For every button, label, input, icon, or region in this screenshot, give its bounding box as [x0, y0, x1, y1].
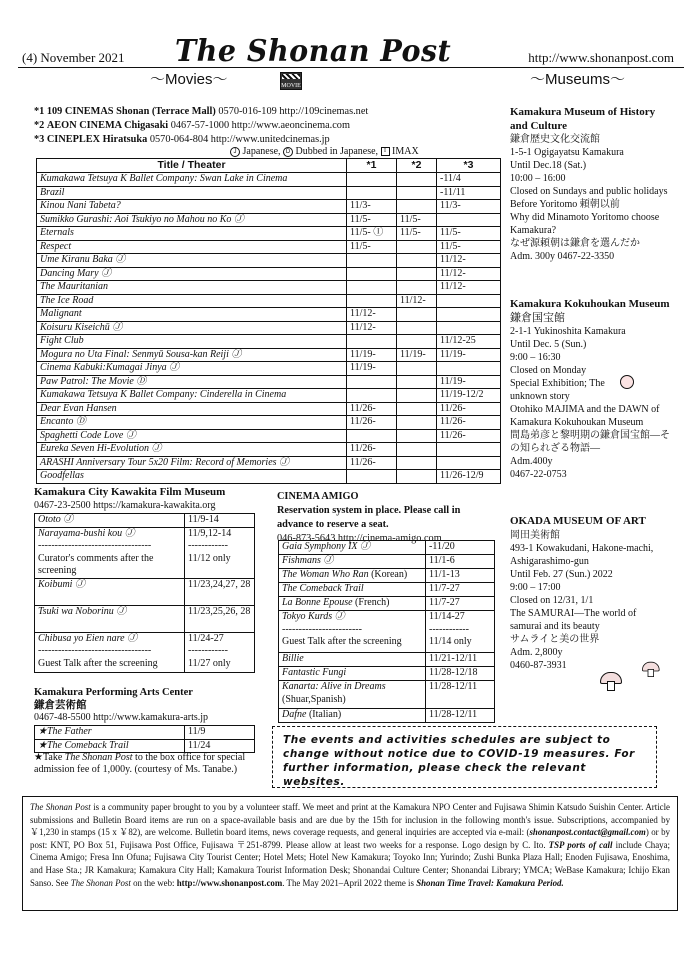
date-cell [347, 186, 397, 200]
table-row [37, 389, 501, 403]
date-cell: 11/26- [347, 416, 397, 430]
table-row [37, 267, 501, 281]
table-row [37, 173, 501, 187]
date-cell: 11/12- [437, 254, 501, 268]
table-row [37, 240, 501, 254]
table-row: Fantastic Fungi 11/28-12/18 [279, 667, 495, 681]
movie-title-cell: Sumikko Gurashi: Aoi Tsukiyo no Mahou no Ko Ⓙ [37, 213, 347, 227]
japanese-icon: J [230, 147, 240, 157]
date-cell: -11/11 [437, 186, 501, 200]
date-cell: 11/26- [347, 443, 397, 457]
kpac-contact: 0467-48-5500 http://www.kamakura-arts.jp [34, 712, 209, 723]
table-row [37, 470, 501, 484]
date-cell: 11/19- [347, 362, 397, 376]
date-cell [397, 402, 437, 416]
column-header: *3 [437, 159, 501, 173]
table-row: ★The Father 11/9 [35, 726, 255, 740]
table-row: Fishmans Ⓙ 11/1-6 [279, 555, 495, 569]
cinema-item: *1 109 CINEMAS Shonan (Terrace Mall) 0570-016-109 http://109cinemas.net [34, 106, 369, 117]
date-cell: 11/5- [437, 240, 501, 254]
movie-title-cell: Kumakawa Tetsuya K Ballet Company: Swan Lake in Cinema [37, 173, 347, 187]
mushroom-icon [642, 662, 658, 676]
date-cell: 11/5- Ⓘ [347, 227, 397, 241]
date-cell [347, 375, 397, 389]
table-row [37, 375, 501, 389]
date-cell: 11/5- [397, 213, 437, 227]
museum-kamakura-history: Kamakura Museum of History and Culture 鎌倉歴史文化交流館 1-5-1 Ogigayatsu Kamakura Until Dec.18 (Sat.) 10:00 – 16:00 Closed on Sundays and public holidays Before Yoritomo 頼朝以前 Why did Minamoto Yoritomo choose Kamakura? なぜ源頼朝は鎌倉を選んだか Adm. 300y 0467-22-3350 [510, 106, 668, 262]
date-cell [437, 213, 501, 227]
date-cell: 11/19- [347, 348, 397, 362]
movie-title-cell: Mogura no Uta Final: Senmyū Sousa-kan Reiji Ⓙ [37, 348, 347, 362]
museum-kokuhoukan: Kamakura Kokuhoukan Museum 鎌倉国宝館 2-1-1 Yukinoshita Kamakura Until Dec. 5 (Sun.) 9:00 – 16:30 Closed on Monday Special Exhibition; The unknown story Otohiko MAJIMA and the DAWN of Kamakura Kokuhoukan Museum 間島弟彦と黎明期の鎌倉国宝館—その知られざる物語— Adm.400y 0467-22-0753 [510, 298, 670, 480]
movie-title-cell: Eureka Seven Hi-Evolution Ⓙ [37, 443, 347, 457]
table-row: Billie 11/21-12/11 [279, 653, 495, 667]
cinema-item: *2 AEON CINEMA Chigasaki 0467-57-1000 http://www.aeoncinema.com [34, 120, 350, 131]
date-cell [347, 429, 397, 443]
table-row [37, 308, 501, 322]
movie-title-cell: ARASHI Anniversary Tour 5x20 Film: Record of Memories Ⓙ [37, 456, 347, 470]
date-cell [347, 335, 397, 349]
table-row [37, 443, 501, 457]
table-row: La Bonne Epouse (French) 11/7-27 [279, 597, 495, 611]
date-cell: 11/5- [437, 227, 501, 241]
table-row [37, 294, 501, 308]
table-row [37, 348, 501, 362]
table-row [37, 321, 501, 335]
kawakita-title: Kamakura City Kawakita Film Museum [34, 486, 226, 498]
date-cell: 11/19- [397, 348, 437, 362]
date-cell [397, 240, 437, 254]
date-cell: 11/26- [437, 416, 501, 430]
date-cell [347, 294, 397, 308]
date-cell: 11/19- [437, 375, 501, 389]
date-cell: 11/26- [347, 402, 397, 416]
date-cell [397, 321, 437, 335]
date-cell [397, 173, 437, 187]
movie-title-cell: Paw Patrol: The Movie Ⓓ [37, 375, 347, 389]
column-header: Title / Theater [37, 159, 347, 173]
table-row [37, 281, 501, 295]
date-cell [347, 281, 397, 295]
date-cell [437, 362, 501, 376]
kpac-table [34, 725, 255, 753]
table-row: Gaia Symphony IX Ⓙ -11/20 [279, 541, 495, 555]
website-url[interactable]: http://www.shonanpost.com [528, 50, 674, 65]
date-cell: 11/12- [347, 321, 397, 335]
date-cell [397, 456, 437, 470]
movie-title-cell: Eternals [37, 227, 347, 241]
date-cell: 11/12- [437, 267, 501, 281]
date-cell [397, 470, 437, 484]
date-cell [397, 362, 437, 376]
date-cell [397, 416, 437, 430]
movie-title-cell: Kumakawa Tetsuya K Ballet Company: Cinderella in Cinema [37, 389, 347, 403]
date-cell [347, 389, 397, 403]
table-row [37, 186, 501, 200]
table-row: Kanarta: Alive in Dreams (Shuar,Spanish) 11/28-12/11 [279, 681, 495, 709]
imax-icon: I [381, 147, 390, 156]
kawakita-table [34, 513, 255, 673]
footer-info: The Shonan Post is a community paper brought to you by a volunteer staff. We meet and print at the Kamakura NPO Center and Fujisawa Shimin Katsudo Suishin Center. Article submissions and Bulletin Board items are run on a space-available basis and are due by the 15th for inclusion in the following month's issue. Subscriptions, accompanied by ￥1,230 in stamps (15 x ￥82), are welcome. Bulletin board items, news coverage requests, and general inquiries are accepted via e-mail: (shonanpost.contact@gmail.com) or by post: KNT, PO Box 51, Fujisawa Post Office, Fujisawa 〒251-8799. Please allow at least two weeks for a response. Logo design by C. Ito. TSP ports of call include Chaya; Cinema Amigo; Fresa Inn Ofuna; Fujisawa City Tourist Center; Hotel Mets; Hotel New Kamakura; Toyoko Inn; Yurindo; Zushi Bunka Plaza Hall; Enoden Fujisawa, Enoshima, and Hase Sta.; JR Kamakura; Kamakura City Hall; Kamakura Tourist Information Desk; Shonandai Culture Center; Shonandai Library; YMCA; WeBase Kamakura; Ichijo Ekan Sanso. See The Shonan Post on the web: http://www.shonanpost.com. The May 2021–April 2022 theme is Shonan Time Travel: Kamakura Period. [22, 796, 678, 911]
kpac-title: Kamakura Performing Arts Center 鎌倉芸術館 [34, 687, 193, 711]
table-row: The Woman Who Ran (Korean) 11/1-13 [279, 569, 495, 583]
footer-web-link[interactable]: http://www.shonanpost.com [176, 877, 283, 888]
masthead-logo: The Shonan Post [175, 34, 452, 69]
movie-title-cell: Spaghetti Code Love Ⓙ [37, 429, 347, 443]
table-row: Dafne (Italian) 11/28-12/11 [279, 709, 495, 723]
column-header: *2 [397, 159, 437, 173]
date-cell: 11/26- [437, 429, 501, 443]
cinema-item: *3 CINEPLEX Hiratsuka 0570-064-804 http://www.unitedcinemas.jp [34, 134, 330, 145]
table-row: Tsuki wa Noborinu Ⓙ 11/23,25,26, 28 [35, 605, 255, 632]
movie-title-cell: Brazil [37, 186, 347, 200]
date-cell [397, 267, 437, 281]
date-cell [347, 173, 397, 187]
table-row: Koibumi Ⓙ 11/23,24,27, 28 [35, 578, 255, 605]
date-cell [347, 254, 397, 268]
date-cell [397, 375, 437, 389]
movie-title-cell: Fight Club [37, 335, 347, 349]
amigo-table [278, 540, 495, 723]
movie-title-cell: Respect [37, 240, 347, 254]
date-cell: 11/12- [437, 281, 501, 295]
movie-title-cell: Malignant [37, 308, 347, 322]
date-cell: 11/3- [347, 200, 397, 214]
date-cell: 11/26- [437, 402, 501, 416]
movie-title-cell: Encanto Ⓓ [37, 416, 347, 430]
covid-notice: The events and activities schedules are subject to change without notice due to COVID-19 measures. For further information, please check the relevant websites. [272, 726, 657, 788]
movie-title-cell: Dancing Mary Ⓙ [37, 267, 347, 281]
movie-title-cell: Kinou Nani Tabeta? [37, 200, 347, 214]
table-row: Chibusa yo Eien nare Ⓙ ---------------------------------- Guest Talk after the screening 11/24-27 ------------ 11/27 only [35, 632, 255, 672]
date-cell: 11/5- [397, 227, 437, 241]
date-cell: 11/5- [347, 213, 397, 227]
date-cell: 11/3- [437, 200, 501, 214]
movie-title-cell: The Mauritanian [37, 281, 347, 295]
issue-date: (4) November 2021 [22, 50, 125, 65]
section-title-museums: 〜Museums〜 [530, 71, 626, 88]
table-row: Narayama-bushi kou Ⓙ ---------------------------------- Curator's comments after the screening 11/9,12-14 ------------ 11/12 only [35, 527, 255, 578]
date-cell [397, 200, 437, 214]
table-row: The Comeback Trail 11/7-27 [279, 583, 495, 597]
date-cell [347, 267, 397, 281]
movie-title-cell: Ume Kiranu Baka Ⓙ [37, 254, 347, 268]
mushroom-icon [600, 672, 620, 690]
date-cell [397, 281, 437, 295]
table-row: Tokyo Kurds Ⓙ ------------------------ Guest Talk after the screening 11/14-27 ------------ 11/14 only [279, 611, 495, 653]
movie-title-cell: The Ice Road [37, 294, 347, 308]
kpac-note: ★Take The Shonan Post to the box office for special admission fee of 1,000y. (courtesy of Ms. Tanabe.) [34, 752, 246, 775]
table-row [37, 254, 501, 268]
date-cell [397, 443, 437, 457]
table-row: ★The Comeback Trail 11/24 [35, 739, 255, 753]
date-cell: 11/19- [437, 348, 501, 362]
table-row: Ototo Ⓙ 11/9-14 [35, 514, 255, 528]
date-cell: 11/26-12/9 [437, 470, 501, 484]
date-cell: 11/19-12/2 [437, 389, 501, 403]
date-cell: 11/12- [347, 308, 397, 322]
table-row [37, 200, 501, 214]
date-cell [397, 429, 437, 443]
date-cell [437, 308, 501, 322]
date-cell [347, 470, 397, 484]
movie-title-cell: Cinema Kabuki:Kumagai Jinya Ⓙ [37, 362, 347, 376]
table-row [37, 227, 501, 241]
dubbed-icon: D [283, 147, 293, 157]
movie-title-cell: Goodfellas [37, 470, 347, 484]
date-cell [397, 335, 437, 349]
date-cell [397, 389, 437, 403]
date-cell: 11/12- [397, 294, 437, 308]
apple-icon [620, 375, 634, 389]
date-cell [397, 254, 437, 268]
table-row [37, 416, 501, 430]
kawakita-contact: 0467-23-2500 https://kamakura-kawakita.org [34, 500, 216, 511]
date-cell [397, 308, 437, 322]
date-cell: 11/5- [347, 240, 397, 254]
table-row [37, 429, 501, 443]
date-cell [437, 321, 501, 335]
movie-title-cell: Dear Evan Hansen [37, 402, 347, 416]
date-cell [437, 294, 501, 308]
table-row [37, 402, 501, 416]
table-row [37, 456, 501, 470]
header-rule [18, 67, 684, 68]
date-cell [397, 186, 437, 200]
cinema-amigo-info: CINEMA AMIGO Reservation system in place. Please call in advance to reserve a seat. 046-873-5643 http://cinema-amigo.com [277, 491, 461, 544]
column-header: *1 [347, 159, 397, 173]
date-cell [437, 443, 501, 457]
movies-table [36, 158, 501, 484]
symbol-legend: J Japanese, D Dubbed in Japanese, I IMAX [230, 146, 419, 159]
museum-okada: OKADA MUSEUM OF ART 岡田美術館 493-1 Kowakudani, Hakone-machi, Ashigarashimo-gun Until Feb. 27 (Sun.) 2022 9:00 – 17:00 Closed on 12/31, 1/1 The SAMURAI—The world of samurai and its beauty サムライと美の世界 Adm. 2,800y 0460-87-3931 [510, 515, 654, 671]
table-row [37, 335, 501, 349]
cinema-list [34, 106, 368, 148]
date-cell: -11/4 [437, 173, 501, 187]
table-row [37, 362, 501, 376]
section-title-movies: 〜Movies〜 [150, 71, 228, 88]
clapperboard-icon: MOVIE [280, 72, 302, 90]
movie-title-cell: Koisuru Kiseichū Ⓙ [37, 321, 347, 335]
table-row [37, 213, 501, 227]
date-cell: 11/12-25 [437, 335, 501, 349]
date-cell [437, 456, 501, 470]
date-cell: 11/26- [347, 456, 397, 470]
